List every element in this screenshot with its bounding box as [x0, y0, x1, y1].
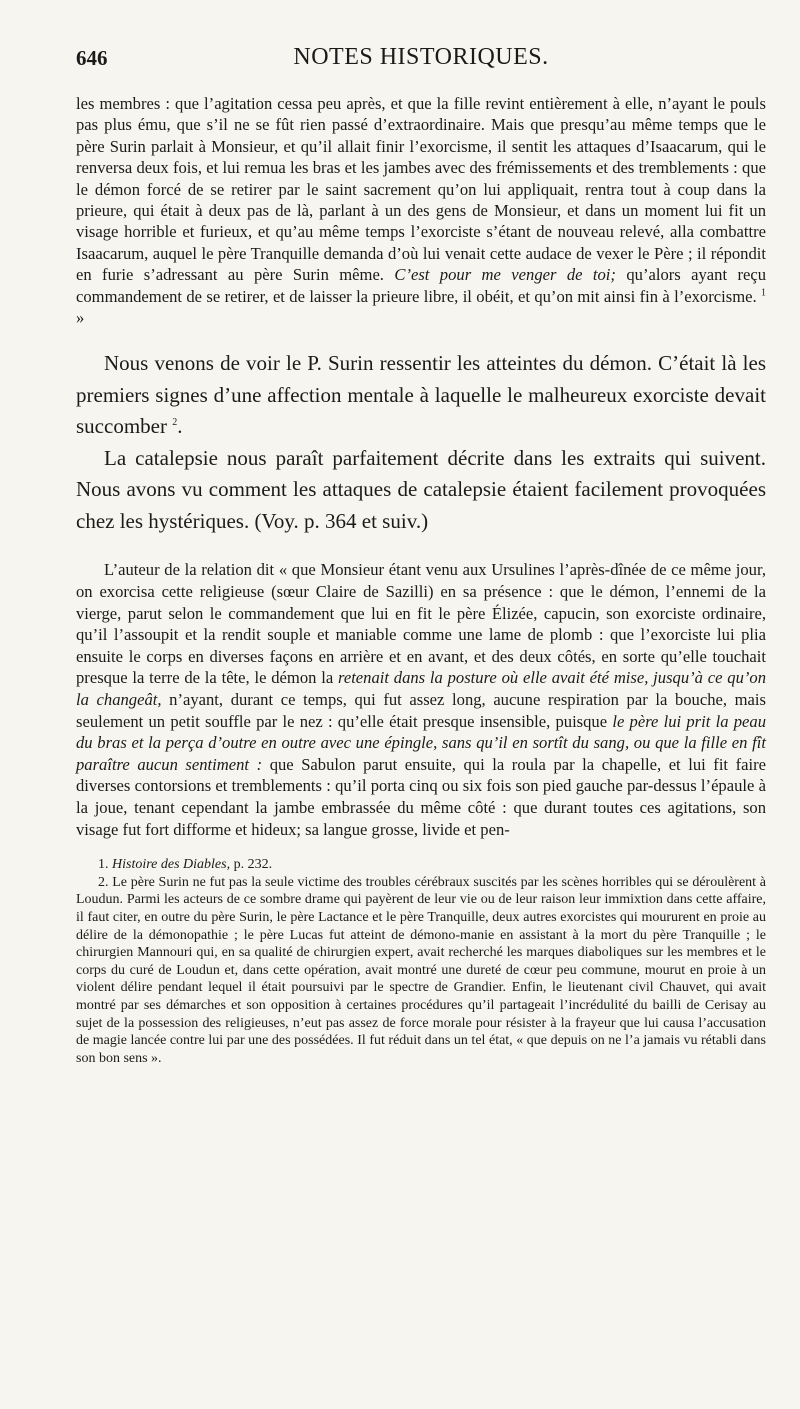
page-header [76, 42, 766, 82]
extract-paragraph [76, 559, 766, 840]
footnote-ref-1[interactable]: 1 [761, 287, 766, 299]
footnote-1-num: 1. [98, 857, 109, 873]
footnote-ref-2[interactable]: 2 [172, 417, 178, 429]
extract-text-3: que Sabulon parut ensuite, qui la roula par la chapelle, et lui fit faire diverses contorsions et tremblements : qu’il porta cinq ou six fois son pied gauche par-dessus l’épaule à la joue, tenant cependant la jambe embrassée du même côté : que durant toutes ces agitations, son visage fut fort difforme et hideux; sa langue grosse, livide et pen- [76, 754, 766, 839]
extract-italic-2: le père lui prit la peau du bras et la perça d’outre en outre avec une épingle, sans qu’il en sortît du sang, ou que la fille en fît paraître aucun sentiment : [76, 711, 766, 774]
footnote-2-num: 2. [98, 874, 109, 890]
extract-italic-1: retenait dans la posture où elle avait été mise, jusqu’à ce qu’on la changeât, [76, 668, 766, 710]
quote-paragraph [76, 93, 766, 328]
footnote-2 [76, 874, 766, 1068]
quote-text-2: qu’alors ayant reçu commandement de se retirer, et de laisser la prieure libre, il obéit, et qu’on mit ainsi fin à l’exorcisme. [76, 265, 766, 306]
page [76, 42, 766, 1067]
quote-close: » [76, 308, 85, 328]
footnote-1-italic: Histoire des Diables, [112, 857, 231, 873]
page-number: 646 [76, 46, 108, 70]
body-paragraph-1-text: Nous venons de voir le P. Surin ressentir les atteintes du démon. C’était là les premiers signes d’une affection mentale à laquelle le malheureux exorciste devait succomber [76, 351, 766, 439]
extract-text-2: n’ayant, durant ce temps, qui fut assez long, aucune respiration par la bouche, mais seulement un petit souffle par le nez : qu’elle était presque insensible, puisque [76, 690, 766, 731]
running-head: NOTES HISTORIQUES. [293, 44, 549, 70]
extract-text-1: L’auteur de la relation dit « que Monsieur étant venu aux Ursulines l’après-dînée de ce même jour, on exorcisa cette religieuse (sœur Claire de Sazilli) en sa présence : que le démon, l’ennemi de la vierge, parut selon le commandement que lui en fit le père Élizée, capucin, son exorciste ordinaire, qu’il l’assoupit et la rendit souple et maniable comme une lame de plomb : que l’exorciste lui plia ensuite le corps en diverses façons en arrière et en avant, et des deux côtés, en sorte qu’elle touchait presque la terre de la tête, le démon la [76, 560, 766, 688]
quote-italic: C’est pour me venger de toi; [394, 265, 616, 285]
body-paragraph-2: La catalepsie nous paraît parfaitement décrite dans les extraits qui suivent. Nous avons vu comment les attaques de catalepsie étaient facilement provoquées chez les hystériques. (Voy. p. 364 et suiv.) [76, 445, 766, 533]
quote-text-1: les membres : que l’agitation cessa peu après, et que la fille revint entièrement à elle, n’ayant le pouls pas plus ému, que s’il ne se fût rien passé d’extraordinaire. Mais que presqu’au même temps que le père Surin parlait à Monsieur, et qu’il allait finir l’exorcisme, il sentit les attaques d’Isaacarum, qui le renversa deux fois, et lui remua les bras et les jambes avec des frémissements et des tremblements : que le démon forcé de se retirer par le saint sacrement qu’on lui appliquait, rentra tout à coup dans la prieure, qui était à deux pas de là, parlant à un des gens de Monsieur, et dans un moment lui fit un visage horrible et furieux, et qu’au même temps l’exorciste s’étant de nouveau relevé, alla combattre Isaacarum, auquel le père Tranquille demanda d’où lui venait cette audace de vexer le Père ; il répondit en furie s’adressant au père Surin même. [76, 94, 766, 285]
footnote-1-text: p. 232. [233, 857, 273, 873]
footnotes [76, 856, 766, 1067]
footnote-1 [76, 856, 766, 874]
footnote-2-text: Le père Surin ne fut pas la seule victime des troubles cérébraux suscités par les scènes horribles qui se déroulèrent à Loudun. Parmi les acteurs de ce sombre drame qui payèrent de leur vie ou de leur raison leur immixtion dans cette affaire, il faut citer, en outre du père Surin, le père Lactance et le père Tranquille, deux autres exorcistes qui moururent en proie au délire de la démonopathie ; le père Lucas fut atteint de démono-manie en assistant à la mort du père Tranquille ; le chirurgien Mannouri qui, en sa qualité de chirurgien expert, avait recherché les marques diaboliques sur les membres et le corps du curé de Loudun et, dans cette opération, avait montré une dureté de cœur peu commune, mourut en proie à un violent délire pendant lequel il était poursuivi par le spectre de Grandier. Enfin, le lieutenant civil Chauvet, qui avait montré par ses démarches et son opposition à certaines procédures qu’il partageait l’incrédulité du bailli de Cerisay au sujet de la possession des religieuses, n’eut pas assez de force morale pour résister à la frayeur que lui causa l’accusation de magie lancée contre lui par une des possédées. Il fut réduit dans un tel état, « que depuis on ne l’a jamais vu rétabli dans son bon sens ». [76, 874, 767, 1066]
body-paragraph-1-end: . [177, 414, 183, 439]
body-paragraph-1 [76, 348, 766, 443]
